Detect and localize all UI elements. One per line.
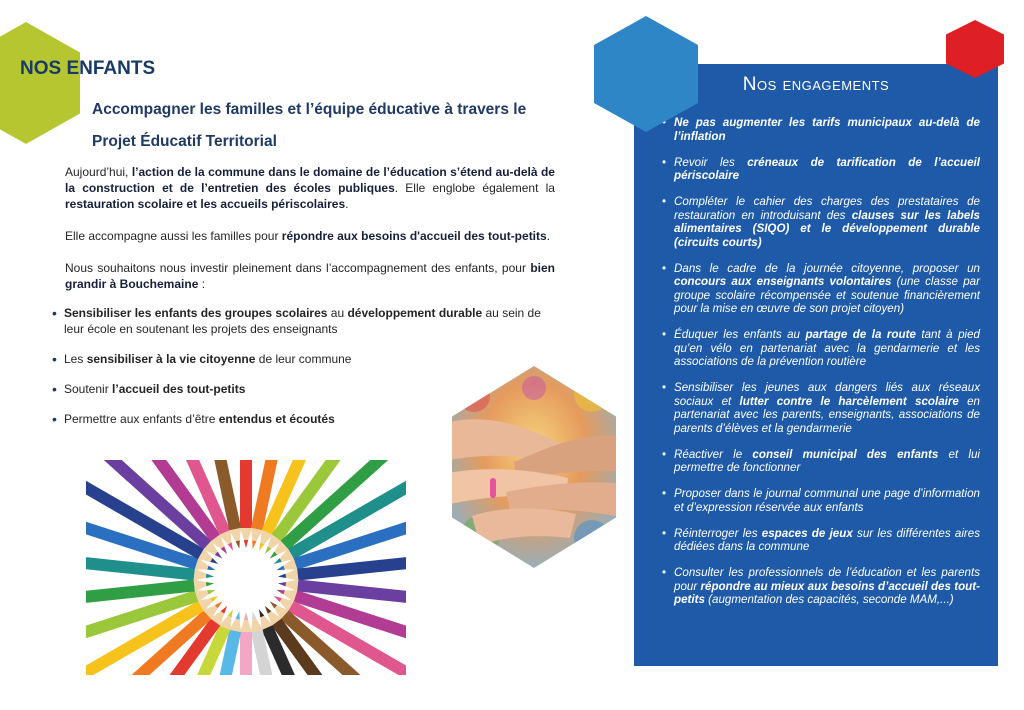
bold-text: l’accueil des tout-petits xyxy=(112,382,246,396)
text-run: (augmentation des capacités, seconde MAM,...) xyxy=(704,593,954,606)
bold-text: concours aux enseignants volontaires xyxy=(674,275,892,288)
text-run: Nous souhaitons nous investir pleinement dans l’accompagnement des enfants, pour xyxy=(65,261,531,275)
text-run: Compléter le cahier des charges des prestataires de restauration en introduisant des xyxy=(674,195,980,222)
text-run: Proposer dans le journal communal une page d’information et d’expression réservée aux enfants xyxy=(674,487,980,514)
engagement-item xyxy=(660,448,980,475)
bold-text: espaces de jeux xyxy=(761,526,853,540)
green-hexagon-decoration xyxy=(0,22,80,144)
text-run: Consulter les professionnels de l’éducation et les parents pour xyxy=(674,566,980,593)
text-run: tant à pied qu’en vélo en partenariat avec la gendarmerie et les associations de la prévention routière xyxy=(674,328,981,368)
text-run: Dans le cadre de la journée citoyenne, proposer un xyxy=(674,261,980,275)
bold-text: l’action de la commune dans le domaine de l’éducation s’étend au-delà de la construction et de l’entretien des écoles publiques xyxy=(65,165,555,195)
engagement-item xyxy=(660,487,980,514)
bold-text: créneaux de tarification de l’accueil périscolaire xyxy=(674,155,980,182)
intro-paragraph xyxy=(65,228,555,244)
engagements-list xyxy=(660,116,980,619)
text-run: . Elle englobe également la xyxy=(394,181,555,195)
engagements-panel xyxy=(634,64,998,666)
engagement-item xyxy=(660,328,980,369)
text-run: Aujourd’hui, xyxy=(65,165,132,179)
text-run: Réactiver le xyxy=(674,447,753,461)
bold-text: Ne pas augmenter les tarifs municipaux au-delà de l’inflation xyxy=(674,116,980,143)
list-item xyxy=(52,381,557,397)
subtitle: Accompagner les familles et l’équipe éducative à travers le Projet Éducatif Territorial xyxy=(92,101,527,150)
text-run: au sein de leur école en soutenant les projets des enseignants xyxy=(64,306,541,336)
section-title: NOS ENFANTS xyxy=(20,58,156,79)
text-run: au xyxy=(327,306,348,320)
text-run: . xyxy=(345,197,349,211)
text-run: (une classe par groupe scolaire récompensée et soutenue financièrement pour la mise en œuvre de son projet citoyen) xyxy=(674,275,980,315)
bold-text: répondre au mieux aux besoins d’accueil des tout-petits xyxy=(674,579,980,606)
text-run: en partenariat avec les parents, enseignants, associations de parents d’élèves et la gendarmerie xyxy=(674,394,981,435)
text-run: : xyxy=(198,277,206,291)
text-run: Sensibiliser les jeunes aux dangers liés aux réseaux sociaux et xyxy=(674,381,980,408)
colored-pencils-photo xyxy=(86,460,406,675)
bold-text: entendus et écoutés xyxy=(218,412,335,426)
intro-text xyxy=(65,164,555,308)
text-run: Elle accompagne aussi les familles pour xyxy=(65,229,282,243)
engagement-item xyxy=(660,262,980,316)
bold-text: partage de la route xyxy=(805,328,916,341)
list-item xyxy=(52,305,557,337)
pencil xyxy=(240,612,252,675)
engagement-item xyxy=(660,566,980,607)
text-run: Soutenir xyxy=(64,382,113,396)
bold-text: bien grandir à Bouchemaine xyxy=(65,261,555,291)
text-run: Réinterroger les xyxy=(674,526,762,540)
text-run: Permettre aux enfants d’être xyxy=(64,412,219,426)
text-run: . xyxy=(546,229,551,243)
text-run: sur les différentes aires dédiées dans la commune xyxy=(674,526,981,553)
intro-paragraph xyxy=(65,164,555,212)
text-run: de leur commune xyxy=(255,352,352,366)
text-run: Éduquer les enfants au xyxy=(674,328,806,341)
engagement-item xyxy=(660,381,980,435)
intro-paragraph xyxy=(65,260,555,292)
text-run: Les xyxy=(64,352,87,366)
bold-text: conseil municipal des enfants xyxy=(752,447,939,461)
pencil xyxy=(240,460,252,548)
bold-text: sensibiliser à la vie citoyenne xyxy=(86,352,256,366)
bold-text: restauration scolaire et les accueils périscolaires xyxy=(65,197,346,211)
text-run: et lui permettre de fonctionner xyxy=(674,447,981,474)
engagement-item xyxy=(660,116,980,143)
list-item xyxy=(52,351,557,367)
bold-text: Sensibiliser les enfants des groupes scolaires xyxy=(64,306,328,320)
text-run: Revoir les xyxy=(674,155,748,169)
panel-title: Nos engagements xyxy=(742,74,890,95)
engagement-item xyxy=(660,156,980,183)
engagement-item xyxy=(660,195,980,249)
bold-text: clauses sur les labels alimentaires (SIQO) et le développement durable (circuits courts) xyxy=(674,208,981,249)
bold-text: lutter contre le harcèlement scolaire xyxy=(739,394,959,408)
bold-text: développement durable xyxy=(347,306,483,320)
engagement-item xyxy=(660,527,980,554)
bold-text: répondre aux besoins d'accueil des tout-petits xyxy=(281,229,547,243)
colored-pencils-illustration xyxy=(86,460,406,675)
